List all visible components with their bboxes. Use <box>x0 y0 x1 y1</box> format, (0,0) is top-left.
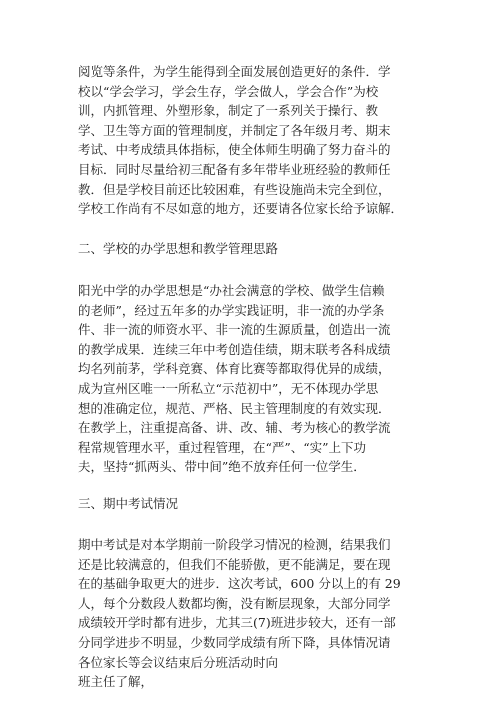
paragraph-2 <box>78 281 422 477</box>
text-line: 校以“学会学习，学会生存，学会做人，学会合作”为校 <box>78 83 379 99</box>
text-line: 期中考试是对本学期前一阶段学习情况的检测，结果我们 <box>78 537 391 552</box>
text-line: 想的准确定位，规范、严格、民主管理制度的有效实现． <box>78 400 391 416</box>
text-line: 还是比较满意的，但我们不能骄傲，更不能满足，要在现 <box>78 556 391 572</box>
text-line: 阳光中学的办学思想是“办社会满意的学校、做学生信赖 <box>78 283 385 298</box>
paragraph-3 <box>78 535 422 672</box>
text-line: 目标．同时尽量给初三配备有多年带毕业班经验的教师任 <box>78 161 391 177</box>
text-line: 夫，坚持“抓两头、带中间”绝不放弃任何一位学生． <box>78 459 366 475</box>
text-line: 在教学上，注重提高备、讲、改、辅、考为核心的教学流 <box>78 420 391 436</box>
text-line: 成为宣州区唯一一所私立“示范初中”，无不体现办学思 <box>78 380 379 396</box>
text-line: 学、卫生等方面的管理制度，并制定了各年级月考、期末 <box>78 122 391 138</box>
text-line: 考试、中考成绩具体指标，使全体师生明确了努力奋斗的 <box>78 142 391 158</box>
section-heading-2: 二、学校的办学思想和教学管理思路 <box>78 241 279 256</box>
text-line: 件、非一流的师资水平、非一流的生源质量，创造出一流 <box>78 322 391 338</box>
text-line: 的教学成果．连续三年中考创造佳绩，期末联考各科成绩 <box>78 341 391 357</box>
text-line: 人，每个分数段人数都均衡，没有断层现象，大部分同学 <box>78 595 391 611</box>
text-line: 程常规管理水平，重过程管理，在“严”、“实”上下功 <box>78 439 367 455</box>
text-line: 学校工作尚有不尽如意的地方，还要请各位家长给予谅解． <box>78 201 404 217</box>
text-line: 阅览等条件，为学生能得到全面发展创造更好的条件．学 <box>78 64 391 79</box>
text-line: 训，内抓管理、外塑形象，制定了一系列关于操行、教 <box>78 103 379 119</box>
section-heading-3: 三、期中考试情况 <box>78 496 179 511</box>
paragraph-4: 班主任了解， <box>78 674 154 689</box>
text-line: 均名列前茅，学科竞赛、体育比赛等都取得优异的成绩， <box>78 361 391 377</box>
text-line: 在的基础争取更大的进步．这次考试，600 分以上的有 29 <box>78 576 401 592</box>
text-line: 成绩较开学时都有进步，尤其三(7)班进步较大，还有一部 <box>78 615 396 631</box>
text-line: 分同学进步不明显，少数同学成绩有所下降，具体情况请 <box>78 634 391 650</box>
text-line: 的老师”，经过五年多的办学实践证明，非一流的办学条 <box>78 302 385 318</box>
paragraph-1 <box>78 62 422 219</box>
text-line: 各位家长等会议结束后分班活动时向 <box>78 654 279 670</box>
text-line: 教．但是学校目前还比较困难，有些设施尚未完全到位， <box>78 181 391 197</box>
